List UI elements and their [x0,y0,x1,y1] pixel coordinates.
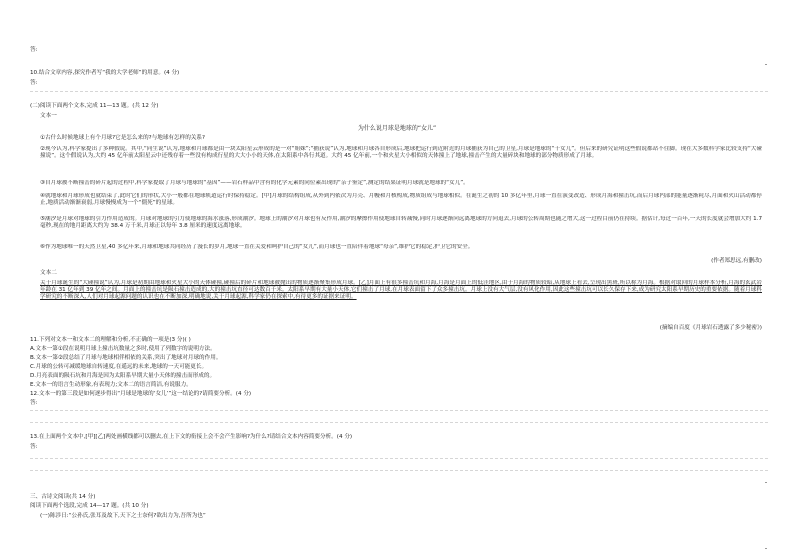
classical-passage: (一)陈涉日:“公孙氏,张耳及故下,天下之士奈何?欲出力为,吾所为也” [40,513,206,519]
answer-label: 答: [30,80,38,86]
text-label: 文本一 [40,113,57,119]
section-intro: 阅读下面两个选段,完成 14—17 题。(共 10 分) [30,503,149,509]
margin-mark [765,482,767,483]
question-11: 11.下列对文本一和文本二的理解和分析,不正确的一项是(3 分)( ) [30,337,191,343]
answer-label: 答: [30,444,38,450]
paragraph-5: ⑤潮汐是月球对地球的引力作用造成的。月球对地球的引力使地球的海水涨落,形成潮汐。地球上的潮汐对月球也有反作用,潮汐的摩擦作用使地球自转减慢,同时月球逐渐向远离地球的方向退去,月球的公转周期也随之增大,这一过程目前仍在持续。据估计,每过一百年,一天的长度就会增加大约 1.7 毫秒,现在的地月距离大约为 38.4 万千米,月球正以每年 3.8 厘米的速度远离地球。 [40,216,762,229]
option-c: C.月球的公转可减缓地球自转速度,在遥远的未来,地球的一天可能更长。 [30,364,208,370]
answer-line [30,458,768,459]
answer-label: 答: [30,400,38,406]
paragraph-3: ③自月球被不断撞击的碎片起的过程中,科学家提取了月球与地球的“基因”——岩石样品中含有的化学元素的同位素出现的“亲子鉴定”,测定的结果证明月球就是地球的“女儿”。 [40,180,469,186]
paragraph-2: ②现今认为,科学家提出了多种假说。其中,“同生说”认为,地球和月球都是由一块太阳星云形成的是一对“姐妹”;“捕获说”认为,地球和月球各自形成后,地球把运行到近附近的月球捕获为自己的卫星,月球是地球的“干女儿”。但后来的研究证明这些假说都站不住脚。现在大多数科学家比较支持“大碰撞说”。这个假说认为,大约 45 亿年前太阳星云中还残存着一些没有构成行星的大大小小的天体,在太阳系中各行其道。大约 45 亿年前,一个和火星大小相似的天体撞上了地球,撞击产生的大量碎块和地球的部分物质形成了月球。 [40,146,762,159]
article-title: 为什么说月球是地球的“女儿” [357,125,437,132]
question-10: 10.结合文章内容,探究作者写“我的大学老师”的用意。(4 分) [30,70,180,76]
option-d: D.月亮表面的陨石坑和月海是因为太阳系早期大量小天体的撞击而形成的。 [30,373,216,379]
section-heading: (二)阅读下面两个文本,完成 11—13 题。(共 12 分) [30,103,159,109]
paragraph-6: ⑥作为地球唯一的天然卫星,40 多亿年来,月球和地球共同经历了漫长的岁月,地球一直在关爱和呵护自己的“女儿”,而月球也一直陪伴着地球“母亲”,维护它的稳定,护卫它的安全。 [40,244,474,250]
option-b: B.文本一第②段总结了月球与地球相伴相依的关系,突出了地球对月球的作用。 [30,355,222,361]
answer-label: 答: [30,47,38,53]
paragraph-4: ④就地球和月球形成也就结束了,此时它们的形状,大小一般都在地球轨道运行时保持稳定。[甲]月球的结构组成,从外到内依次为月壳、月幔和月核构成,物质组成与地球相似。在诞生之初的 10 多亿年里,月球一直在演变改造、形成月海和撞击坑,而后月球内部的能量逐渐耗尽,月面和火山活动都停止,地质活动渐渐衰弱,月球慢慢成为一个“僵死”的星球。 [40,193,762,206]
text-two-body: 关于月球诞生的“大碰撞说”认为,月球是初期由地球和火星大小的天体碰撞,碰撞后的碎片和地球被抛出的物质逐渐聚集形成月球。[乙]月面上有很多撞击坑和月海,月海是月面上的低洼地区,由于月海的物质较暗,从地球上看去,呈现出黑斑,所以称为月海。根据对取回的月球样本分析,月海的玄武岩年龄在 31 亿年到 39 亿年之间。月面上的撞击坑是陨石撞击造成的,大的撞击坑直径可达数百千米。太阳系早期有大量小天体,它们撞击了月球,在月球表面留下了众多撞击坑。月球上没有大气层,没有风化作用,因此这些撞击坑可以长久保存下来,成为研究太阳系早期历史的重要依据。随着月球科学研究的不断深入,人们对月球起源问题的认识也在不断加深,明确地说,关于月球起源,科学家仍在探索中,有待更多的证据来证明。 [40,280,762,301]
answer-line [30,470,768,471]
margin-mark [765,64,767,65]
option-e: E.文本一的语言生动形象,有表现力;文本二的语言简洁,有说服力。 [30,382,192,388]
section-heading: 三、古诗文阅读(共 14 分) [30,494,96,500]
answer-line [30,422,768,423]
option-a: A.文本一第①段在说明月球上撞击坑数量之多时,使用了列数字的说明方法。 [30,346,216,352]
answer-line [30,410,768,411]
margin-mark [765,548,767,549]
question-12: 12.文本一的第三段是如何逐步得出“月球是地球的‘女儿’”这一结论的?请简要分析。(4 分) [30,391,252,397]
source-note: (作者郑思远,有删改) [711,258,762,264]
source-note: (摘编自百度《月球岩石透露了多少秘密》) [659,325,762,331]
answer-line [30,91,768,92]
paragraph-1: ①古什么时候地球上有个月球?它是怎么来的?与地球有怎样的关系? [40,135,205,141]
text-label: 文本二 [40,270,57,276]
question-13: 13.在上面两个文本中,[甲][乙]两处画横线都可以删去,在上下文的衔接上会不会产生影响?为什么?请结合文本内容简要分析。(4 分) [30,434,353,440]
